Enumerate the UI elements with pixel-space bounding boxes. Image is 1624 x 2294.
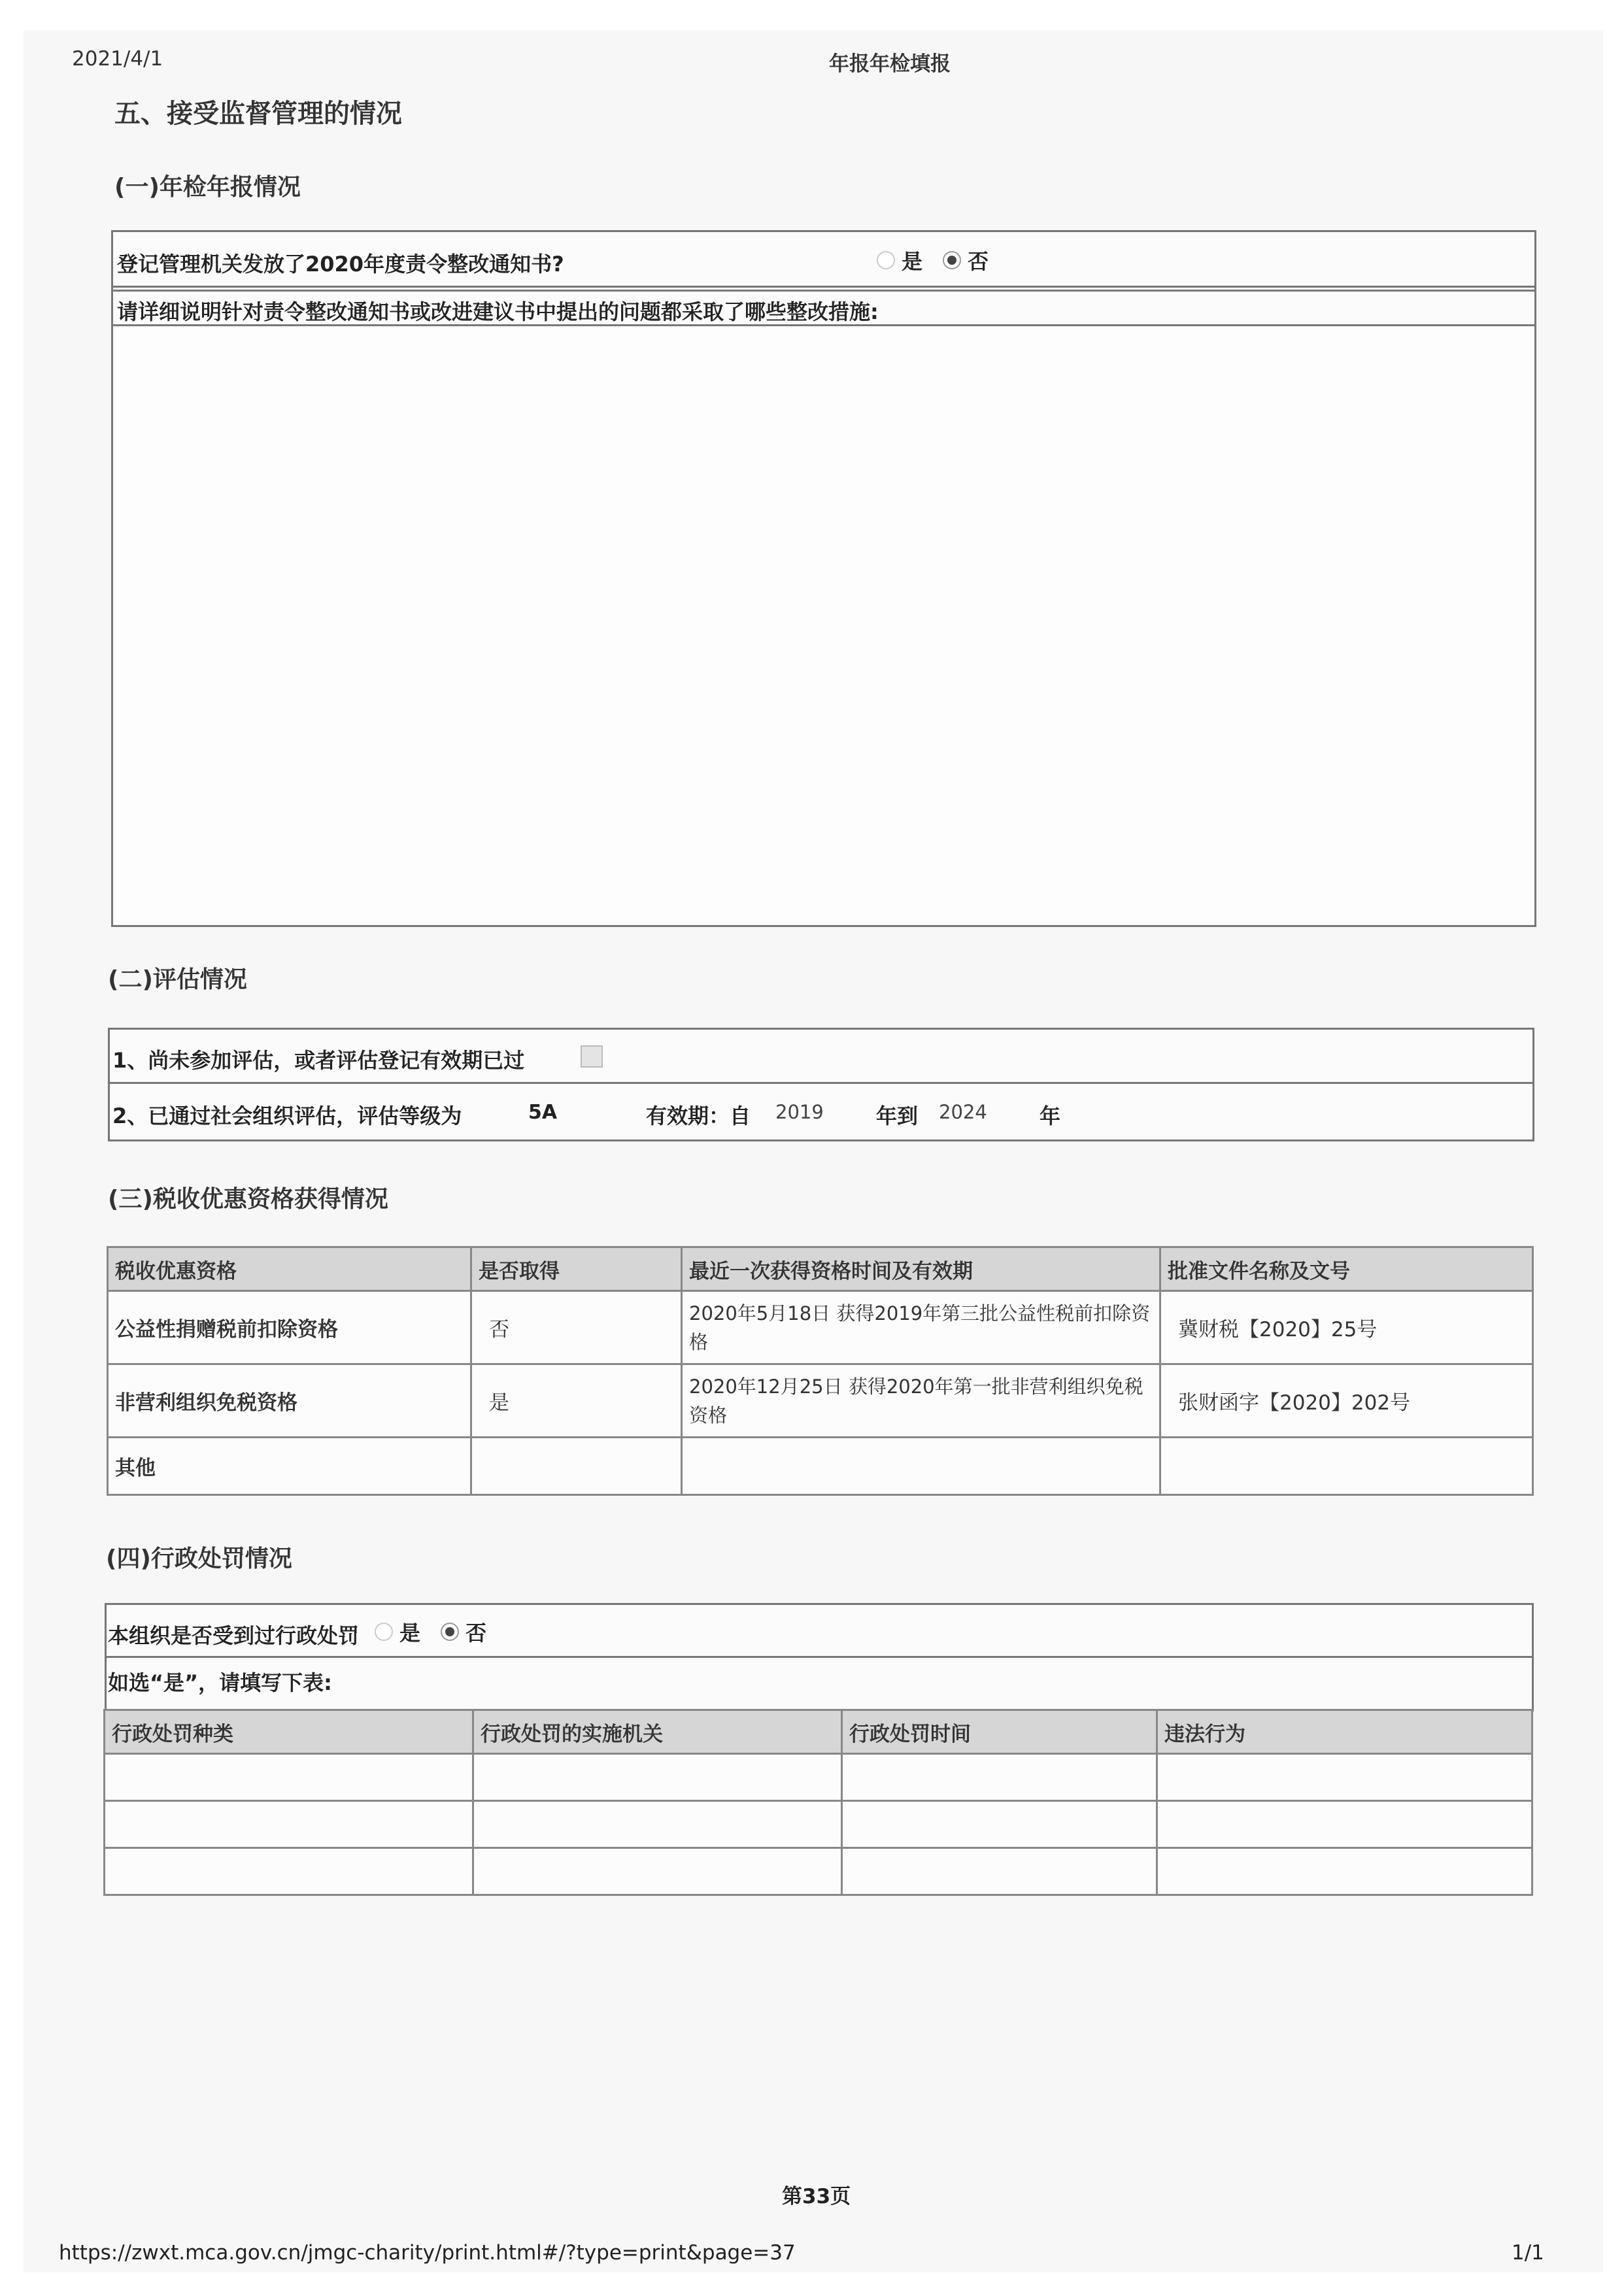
table-row bbox=[105, 1754, 1532, 1801]
obtained-time-text: 2020年5月18日 获得2019年第三批公益性税前扣除资格 bbox=[689, 1302, 1151, 1353]
penalty-time-field[interactable] bbox=[842, 1754, 1157, 1801]
approval-doc-field[interactable]: 张财函字【2020】202号 bbox=[1160, 1364, 1533, 1438]
column-header: 行政处罚时间 bbox=[842, 1710, 1157, 1754]
year-suffix: 年 bbox=[1040, 1104, 1061, 1128]
detail-label-row bbox=[113, 290, 1534, 326]
table-row bbox=[108, 1364, 1533, 1438]
penalty-time-field[interactable] bbox=[842, 1848, 1157, 1895]
penalty-authority-field[interactable] bbox=[473, 1801, 842, 1848]
column-header: 最近一次获得资格时间及有效期 bbox=[682, 1247, 1160, 1291]
violation-field[interactable] bbox=[1157, 1801, 1532, 1848]
evaluation-grade: 5A bbox=[528, 1101, 558, 1124]
obtained-time-text: 2020年12月25日 获得2020年第一批非营利组织免税资格 bbox=[689, 1375, 1143, 1426]
radio-no-label: 否 bbox=[968, 249, 989, 274]
penalty-type-field[interactable] bbox=[105, 1801, 473, 1848]
print-date: 2021/4/1 bbox=[72, 47, 163, 71]
column-header: 批准文件名称及文号 bbox=[1160, 1247, 1533, 1291]
radio-yes[interactable] bbox=[375, 1623, 393, 1641]
table-row bbox=[108, 1438, 1533, 1495]
rectification-measures-textarea[interactable] bbox=[116, 328, 1531, 921]
penalty-radio-group bbox=[375, 1617, 503, 1647]
page-count: 1/1 bbox=[1512, 2241, 1544, 2265]
column-header: 行政处罚种类 bbox=[105, 1710, 473, 1754]
penalty-type-field[interactable] bbox=[105, 1754, 473, 1801]
qualification-name: 非营利组织免税资格 bbox=[108, 1364, 471, 1438]
approval-doc-field[interactable] bbox=[1160, 1438, 1533, 1495]
table-row bbox=[108, 1291, 1533, 1364]
penalty-table bbox=[103, 1709, 1533, 1896]
table-row bbox=[105, 1801, 1532, 1848]
rectification-row bbox=[113, 232, 1534, 288]
obtained-time-field[interactable] bbox=[682, 1438, 1160, 1495]
penalty-type-field[interactable] bbox=[105, 1848, 473, 1895]
violation-field[interactable] bbox=[1157, 1848, 1532, 1895]
page-number: 第33页 bbox=[782, 2185, 851, 2208]
obtained-value[interactable] bbox=[471, 1438, 682, 1495]
radio-no-label: 否 bbox=[465, 1621, 487, 1645]
tax-qualification-table bbox=[107, 1246, 1534, 1496]
not-evaluated-checkbox[interactable] bbox=[581, 1045, 603, 1068]
valid-from-year: 2019 bbox=[775, 1101, 824, 1123]
not-evaluated-label: 1、尚未参加评估，或者评估登记有效期已过 bbox=[112, 1048, 525, 1073]
penalty-authority-field[interactable] bbox=[473, 1848, 842, 1895]
rectification-radio-group bbox=[877, 245, 1006, 275]
table-header-row bbox=[105, 1710, 1532, 1754]
fill-note: 如选“是”，请填写下表: bbox=[108, 1670, 332, 1695]
approval-doc-field[interactable]: 冀财税【2020】25号 bbox=[1160, 1291, 1533, 1364]
column-header: 行政处罚的实施机关 bbox=[473, 1710, 842, 1754]
print-url: https://zwxt.mca.gov.cn/jmgc-charity/print.html#/?type=print&page=37 bbox=[59, 2241, 796, 2265]
table-row bbox=[105, 1848, 1532, 1895]
annual-inspection-panel bbox=[111, 230, 1536, 927]
part2-title: (二)评估情况 bbox=[108, 966, 247, 993]
valid-to-year: 2024 bbox=[939, 1101, 987, 1123]
violation-field[interactable] bbox=[1157, 1754, 1532, 1801]
valid-from-label: 有效期：自 bbox=[646, 1104, 751, 1128]
rectification-question: 登记管理机关发放了2020年度责令整改通知书? bbox=[117, 252, 564, 277]
obtained-time-field[interactable] bbox=[682, 1291, 1160, 1364]
evaluated-label: 2、已通过社会组织评估，评估等级为 bbox=[112, 1104, 462, 1128]
obtained-value: 是 bbox=[471, 1364, 682, 1438]
qualification-name: 其他 bbox=[108, 1438, 471, 1495]
column-header: 违法行为 bbox=[1157, 1710, 1532, 1754]
obtained-time-field[interactable] bbox=[682, 1364, 1160, 1438]
column-header: 是否取得 bbox=[471, 1247, 682, 1291]
part3-title: (三)税收优惠资格获得情况 bbox=[108, 1186, 388, 1213]
evaluation-row-2 bbox=[110, 1084, 1532, 1139]
penalty-question-row bbox=[107, 1605, 1532, 1658]
print-header-title: 年报年检填报 bbox=[829, 52, 951, 76]
table-header-row bbox=[108, 1247, 1533, 1291]
radio-yes-label: 是 bbox=[902, 249, 923, 274]
qualification-name: 公益性捐赠税前扣除资格 bbox=[108, 1291, 471, 1364]
penalty-panel bbox=[105, 1603, 1534, 1712]
penalty-question: 本组织是否受到过行政处罚 bbox=[108, 1623, 360, 1648]
part4-title: (四)行政处罚情况 bbox=[106, 1545, 292, 1572]
evaluation-panel bbox=[108, 1028, 1534, 1141]
column-header: 税收优惠资格 bbox=[108, 1247, 471, 1291]
radio-no[interactable] bbox=[441, 1623, 459, 1641]
radio-yes-label: 是 bbox=[399, 1621, 421, 1645]
penalty-time-field[interactable] bbox=[842, 1801, 1157, 1848]
valid-to-label: 年到 bbox=[876, 1104, 919, 1128]
evaluation-row-1 bbox=[110, 1030, 1532, 1084]
radio-no[interactable] bbox=[943, 251, 961, 269]
detail-label: 请详细说明针对责令整改通知书或改进建议书中提出的问题都采取了哪些整改措施: bbox=[117, 299, 879, 324]
part1-title: (一)年检年报情况 bbox=[114, 174, 301, 201]
section-title: 五、接受监督管理的情况 bbox=[114, 99, 402, 129]
penalty-authority-field[interactable] bbox=[473, 1754, 842, 1801]
radio-yes[interactable] bbox=[877, 251, 895, 269]
obtained-value: 否 bbox=[471, 1291, 682, 1364]
